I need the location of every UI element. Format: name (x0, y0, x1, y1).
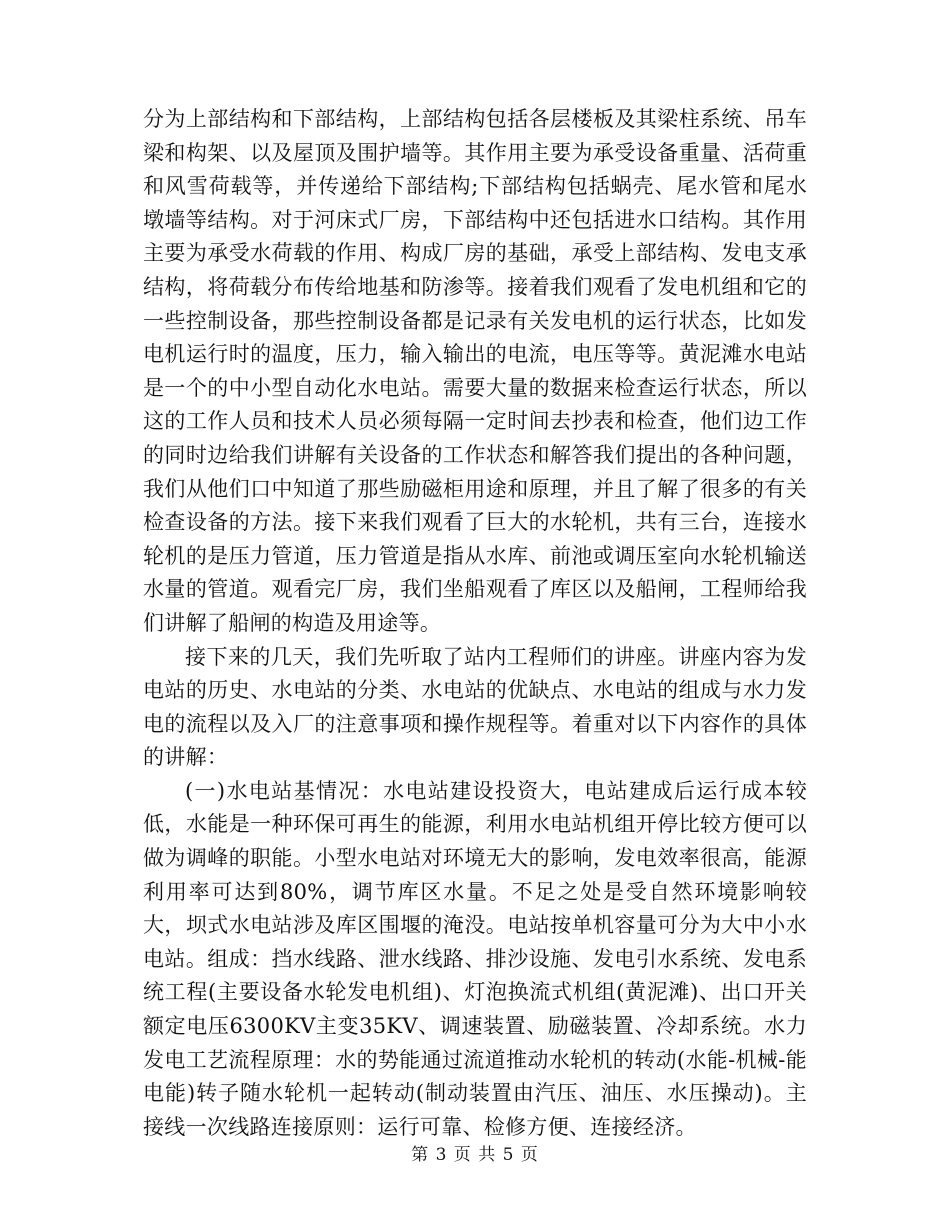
document-body (143, 103, 807, 1144)
page-footer: 第 3 页 共 5 页 (411, 1145, 539, 1165)
paragraph-2: 接下来的几天，我们先听取了站内工程师们的讲座。讲座内容为发电站的历史、水电站的分类、水电站的优缺点、水电站的组成与水力发电的流程以及入厂的注意事项和操作规程等。着重对以下内容作的具体的讲解： (143, 644, 807, 770)
paragraph-1: 分为上部结构和下部结构，上部结构包括各层楼板及其梁柱系统、吊车梁和构架、以及屋顶及围护墙等。其作用主要为承受设备重量、活荷重和风雪荷载等，并传递给下部结构;下部结构包括蜗壳、尾水管和尾水墩墙等结构。对于河床式厂房，下部结构中还包括进水口结构。其作用主要为承受水荷载的作用、构成厂房的基础，承受上部结构、发电支承结构，将荷载分布传给地基和防渗等。接着我们观看了发电机组和它的一些控制设备，那些控制设备都是记录有关发电机的运行状态，比如发电机运行时的温度，压力，输入输出的电流，电压等等。黄泥滩水电站是一个的中小型自动化水电站。需要大量的数据来检查运行状态，所以这的工作人员和技术人员必须每隔一定时间去抄表和检查，他们边工作的同时边给我们讲解有关设备的工作状态和解答我们提出的各种问题，我们从他们口中知道了那些励磁柜用途和原理，并且了解了很多的有关检查设备的方法。接下来我们观看了巨大的水轮机，共有三台，连接水轮机的是压力管道，压力管道是指从水库、前池或调压室向水轮机输送水量的管道。观看完厂房，我们坐船观看了库区以及船闸，工程师给我们讲解了船闸的构造及用途等。 (143, 107, 807, 635)
paragraph-3: (一)水电站基情况：水电站建设投资大，电站建成后运行成本较低，水能是一种环保可再生的能源，利用水电站机组开停比较方便可以做为调峰的职能。小型水电站对环境无大的影响，发电效率很高，能源利用率可达到80%，调节库区水量。不足之处是受自然环境影响较大，坝式水电站涉及库区围堰的淹没。电站按单机容量可分为大中小水电站。组成：挡水线路、泄水线路、排沙设施、发电引水系统、发电系统工程(主要设备水轮发电机组)、灯泡换流式机组(黄泥滩)、出口开关额定电压6300KV主变35KV、调速装置、励磁装置、冷却系统。水力发电工艺流程原理：水的势能通过流道推动水轮机的转动(水能-机械-能电能)转子随水轮机一起转动(制动装置由汽压、油压、水压操动)。主接线一次线路连接原则：运行可靠、检修方便、连接经济。 (143, 778, 807, 1139)
